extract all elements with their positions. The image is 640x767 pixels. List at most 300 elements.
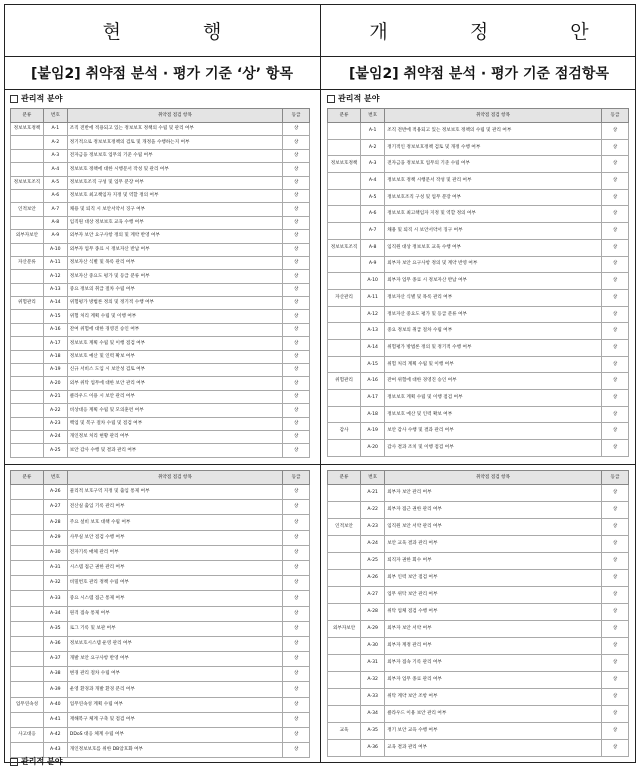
number-cell: A-19 bbox=[43, 364, 67, 377]
number-cell: A-5 bbox=[361, 189, 385, 206]
table-row bbox=[328, 223, 629, 240]
number-cell: A-41 bbox=[43, 712, 67, 727]
category-cell: 사고대응 bbox=[11, 728, 44, 743]
grade-cell: 상 bbox=[283, 697, 310, 712]
table-row bbox=[328, 289, 629, 306]
category-cell bbox=[11, 417, 44, 430]
number-cell: A-21 bbox=[361, 485, 385, 502]
number-cell: A-3 bbox=[361, 156, 385, 173]
number-cell: A-42 bbox=[43, 728, 67, 743]
item-cell: 보안 교육 결과 관리 여부 bbox=[385, 536, 602, 553]
column-divider bbox=[320, 4, 321, 763]
item-cell: 신규 서비스 도입 시 보안성 검토 여부 bbox=[67, 364, 282, 377]
number-cell: A-24 bbox=[43, 430, 67, 443]
item-cell: 위험평가 방법론 정의 및 정기적 수행 여부 bbox=[67, 297, 282, 310]
number-cell: A-28 bbox=[43, 515, 67, 530]
item-cell: 임직원 보안 서약 관리 여부 bbox=[385, 519, 602, 536]
number-cell: A-19 bbox=[361, 423, 385, 440]
item-cell: 정보보호 최고책임자 지정 및 역할 정의 여부 bbox=[67, 189, 282, 202]
table-row bbox=[328, 621, 629, 638]
category-cell bbox=[328, 256, 361, 273]
item-cell: 원격 접속 통제 여부 bbox=[67, 606, 282, 621]
item-cell: 전자기록 매체 관리 여부 bbox=[67, 545, 282, 560]
grade-cell: 상 bbox=[601, 373, 628, 390]
category-cell bbox=[11, 390, 44, 403]
category-cell bbox=[328, 502, 361, 519]
item-cell: 전산실 출입 기록 관리 여부 bbox=[67, 500, 282, 515]
table-row bbox=[11, 652, 310, 667]
number-cell: A-26 bbox=[361, 570, 385, 587]
category-cell bbox=[11, 560, 44, 575]
section-title-text: 관리적 분야 bbox=[338, 94, 380, 103]
item-cell: 정보보호조직 구성 및 업무 분장 여부 bbox=[385, 189, 602, 206]
table-row bbox=[328, 536, 629, 553]
table-row bbox=[11, 606, 310, 621]
number-cell: A-2 bbox=[361, 139, 385, 156]
table-row bbox=[11, 176, 310, 189]
number-cell: A-24 bbox=[361, 536, 385, 553]
category-cell bbox=[328, 139, 361, 156]
table-row bbox=[11, 256, 310, 269]
grade-cell: 상 bbox=[283, 203, 310, 216]
number-cell: A-9 bbox=[361, 256, 385, 273]
table-row bbox=[11, 404, 310, 417]
item-cell: 업무 위탁 보안 관리 여부 bbox=[385, 587, 602, 604]
category-cell bbox=[11, 515, 44, 530]
item-cell: 퇴직자 권한 회수 여부 bbox=[385, 553, 602, 570]
item-cell: 감사 결과 조치 및 이행 점검 여부 bbox=[385, 440, 602, 457]
grade-cell: 상 bbox=[283, 712, 310, 727]
category-cell bbox=[328, 706, 361, 723]
grade-cell: 상 bbox=[283, 404, 310, 417]
table-row bbox=[11, 377, 310, 390]
grade-cell: 상 bbox=[601, 485, 628, 502]
grade-cell: 상 bbox=[283, 576, 310, 591]
number-cell: A-6 bbox=[43, 189, 67, 202]
item-cell: 비상대응 계획 수립 및 모의훈련 여부 bbox=[67, 404, 282, 417]
number-cell: A-23 bbox=[43, 417, 67, 430]
category-cell bbox=[328, 273, 361, 290]
item-cell: 정기적으로 정보보호정책의 검토 및 개정을 수행하는지 여부 bbox=[67, 136, 282, 149]
table-row bbox=[328, 740, 629, 757]
number-cell: A-32 bbox=[43, 576, 67, 591]
table-row bbox=[11, 163, 310, 176]
checkbox-icon bbox=[327, 95, 335, 103]
grade-cell: 상 bbox=[601, 706, 628, 723]
number-cell: A-34 bbox=[361, 706, 385, 723]
number-cell: A-33 bbox=[361, 689, 385, 706]
table-row bbox=[11, 136, 310, 149]
table-row bbox=[328, 440, 629, 457]
item-cell: 위탁 업체 점검 수행 여부 bbox=[385, 604, 602, 621]
grade-cell: 상 bbox=[283, 430, 310, 443]
grade-cell: 상 bbox=[601, 638, 628, 655]
checkbox-icon bbox=[10, 95, 18, 103]
category-cell: 교육 bbox=[328, 723, 361, 740]
category-cell bbox=[328, 604, 361, 621]
category-column-header: 분류 bbox=[328, 109, 361, 123]
grade-cell: 상 bbox=[283, 652, 310, 667]
item-cell: 조직 전반에 적용되고 있는 정보보호 정책의 수립 및 관리 여부 bbox=[385, 123, 602, 140]
table-row bbox=[328, 406, 629, 423]
grade-cell: 상 bbox=[283, 270, 310, 283]
number-cell: A-20 bbox=[43, 377, 67, 390]
category-cell bbox=[328, 587, 361, 604]
table-row bbox=[328, 189, 629, 206]
table-row bbox=[328, 553, 629, 570]
category-cell bbox=[11, 283, 44, 296]
grade-cell: 상 bbox=[283, 636, 310, 651]
category-cell bbox=[11, 500, 44, 515]
current-items-table-bottom bbox=[10, 470, 310, 758]
item-cell: 채용 및 퇴직 시 보안서약서 징구 여부 bbox=[67, 203, 282, 216]
table-row bbox=[328, 139, 629, 156]
category-cell bbox=[11, 270, 44, 283]
item-cell: 정보보호조직 구성 및 업무 분장 여부 bbox=[67, 176, 282, 189]
grade-cell: 상 bbox=[283, 682, 310, 697]
category-cell: 업무연속성 bbox=[11, 697, 44, 712]
number-cell: A-31 bbox=[361, 655, 385, 672]
section-title-text: 관리적 분야 bbox=[21, 757, 63, 766]
table-row bbox=[11, 364, 310, 377]
item-cell: 위험 처리 계획 수립 및 이행 여부 bbox=[67, 310, 282, 323]
grade-cell: 상 bbox=[601, 553, 628, 570]
table-row bbox=[328, 373, 629, 390]
item-cell: 정기적인 정보보호정책 검토 및 개정 수행 여부 bbox=[385, 139, 602, 156]
number-cell: A-6 bbox=[361, 206, 385, 223]
grade-cell: 상 bbox=[283, 530, 310, 545]
category-cell bbox=[11, 163, 44, 176]
number-cell: A-5 bbox=[43, 176, 67, 189]
number-column-header: 번호 bbox=[43, 109, 67, 123]
item-cell: 정보보호 예산 및 인력 확보 여부 bbox=[385, 406, 602, 423]
number-cell: A-4 bbox=[43, 163, 67, 176]
table-row bbox=[328, 519, 629, 536]
page-break-line bbox=[4, 464, 636, 465]
table-row bbox=[11, 444, 310, 457]
grade-cell: 상 bbox=[601, 604, 628, 621]
current-header: 현 행 bbox=[102, 20, 260, 43]
item-cell: 중요 정보의 취급 절차 수립 여부 bbox=[67, 283, 282, 296]
grade-cell: 상 bbox=[283, 377, 310, 390]
item-cell: 정보보호 정책에 대한 시행문서 작성 및 관리 여부 bbox=[67, 163, 282, 176]
number-cell: A-11 bbox=[361, 289, 385, 306]
number-cell: A-23 bbox=[361, 519, 385, 536]
category-cell bbox=[11, 636, 44, 651]
grade-cell: 상 bbox=[601, 339, 628, 356]
table-row bbox=[11, 123, 310, 136]
table-row bbox=[328, 173, 629, 190]
grade-cell: 상 bbox=[283, 123, 310, 136]
grade-cell: 상 bbox=[283, 310, 310, 323]
table-row bbox=[11, 297, 310, 310]
category-cell bbox=[328, 189, 361, 206]
number-cell: A-22 bbox=[43, 404, 67, 417]
grade-cell: 상 bbox=[601, 440, 628, 457]
category-cell bbox=[328, 672, 361, 689]
table-row bbox=[11, 337, 310, 350]
grade-cell: 상 bbox=[601, 672, 628, 689]
table-row bbox=[11, 667, 310, 682]
item-cell: 정보자산 식별 및 목록 관리 여부 bbox=[385, 289, 602, 306]
number-cell: A-16 bbox=[43, 323, 67, 336]
table-row bbox=[11, 417, 310, 430]
grade-cell: 상 bbox=[601, 206, 628, 223]
grade-cell: 상 bbox=[283, 243, 310, 256]
item-cell: 위탁 계약 보안 조항 여부 bbox=[385, 689, 602, 706]
item-cell: 외부 인력 보안 점검 여부 bbox=[385, 570, 602, 587]
number-cell: A-18 bbox=[43, 350, 67, 363]
category-cell bbox=[11, 149, 44, 162]
grade-cell: 상 bbox=[601, 423, 628, 440]
item-cell: 정보보호시스템 운영 관리 여부 bbox=[67, 636, 282, 651]
category-cell bbox=[11, 682, 44, 697]
current-section-title-bottom bbox=[10, 756, 62, 767]
grade-cell: 상 bbox=[601, 223, 628, 240]
number-column-header: 번호 bbox=[43, 471, 67, 485]
category-cell: 자산분류 bbox=[11, 256, 44, 269]
category-cell bbox=[11, 712, 44, 727]
grade-cell: 상 bbox=[283, 667, 310, 682]
category-cell bbox=[11, 430, 44, 443]
table-row bbox=[11, 485, 310, 500]
item-cell: 정보보호 예산 및 인력 확보 여부 bbox=[67, 350, 282, 363]
item-cell: 외부자 보안 관리 여부 bbox=[385, 485, 602, 502]
item-column-header: 취약점 점검 항목 bbox=[67, 109, 282, 123]
number-cell: A-1 bbox=[361, 123, 385, 140]
category-cell bbox=[328, 356, 361, 373]
category-cell bbox=[328, 553, 361, 570]
grade-cell: 상 bbox=[601, 173, 628, 190]
item-cell: 정보보호 정책 시행문서 작성 및 관리 여부 bbox=[385, 173, 602, 190]
item-cell: 정보보호 최고책임자 지정 및 역할 정의 여부 bbox=[385, 206, 602, 223]
table-row bbox=[328, 239, 629, 256]
category-cell bbox=[328, 638, 361, 655]
category-column-header: 분류 bbox=[11, 109, 44, 123]
number-cell: A-3 bbox=[43, 149, 67, 162]
grade-cell: 상 bbox=[601, 239, 628, 256]
table-row bbox=[328, 323, 629, 340]
table-row bbox=[11, 682, 310, 697]
category-cell bbox=[328, 689, 361, 706]
item-cell: 외부자 보안 요구사항 정의 및 계약 반영 여부 bbox=[385, 256, 602, 273]
grade-cell: 상 bbox=[283, 500, 310, 515]
table-row bbox=[11, 530, 310, 545]
table-row bbox=[11, 270, 310, 283]
category-cell bbox=[11, 243, 44, 256]
category-cell bbox=[11, 576, 44, 591]
grade-cell: 상 bbox=[283, 323, 310, 336]
grade-cell: 상 bbox=[601, 570, 628, 587]
item-cell: 정보자산 중요도 평가 및 등급 분류 여부 bbox=[67, 270, 282, 283]
table-row bbox=[328, 570, 629, 587]
table-row bbox=[11, 500, 310, 515]
category-cell bbox=[11, 404, 44, 417]
category-cell bbox=[11, 652, 44, 667]
revised-items-table-top bbox=[327, 108, 629, 457]
table-row bbox=[11, 728, 310, 743]
grade-cell: 상 bbox=[283, 149, 310, 162]
grade-cell: 상 bbox=[283, 728, 310, 743]
number-cell: A-43 bbox=[43, 743, 67, 758]
category-cell: 감사 bbox=[328, 423, 361, 440]
item-cell: 변경 관리 절차 수립 여부 bbox=[67, 667, 282, 682]
grade-cell: 상 bbox=[601, 123, 628, 140]
table-row bbox=[11, 560, 310, 575]
item-cell: 잔여 위험에 대한 경영진 승인 여부 bbox=[385, 373, 602, 390]
item-cell: 비밀번호 관리 정책 수립 여부 bbox=[67, 576, 282, 591]
grade-cell: 상 bbox=[283, 485, 310, 500]
number-cell: A-14 bbox=[361, 339, 385, 356]
grade-cell: 상 bbox=[283, 256, 310, 269]
number-cell: A-31 bbox=[43, 560, 67, 575]
grade-cell: 상 bbox=[283, 417, 310, 430]
table-row bbox=[11, 230, 310, 243]
number-cell: A-29 bbox=[361, 621, 385, 638]
number-cell: A-4 bbox=[361, 173, 385, 190]
category-cell bbox=[328, 223, 361, 240]
table-row bbox=[11, 189, 310, 202]
category-cell bbox=[11, 667, 44, 682]
grade-column-header: 등급 bbox=[601, 109, 628, 123]
item-cell: 위험평가 방법론 정의 및 정기적 수행 여부 bbox=[385, 339, 602, 356]
grade-cell: 상 bbox=[601, 723, 628, 740]
category-cell: 위험관리 bbox=[11, 297, 44, 310]
grade-cell: 상 bbox=[283, 297, 310, 310]
category-cell bbox=[11, 216, 44, 229]
table-row bbox=[328, 256, 629, 273]
number-cell: A-20 bbox=[361, 440, 385, 457]
grade-cell: 상 bbox=[601, 273, 628, 290]
table-row bbox=[11, 545, 310, 560]
table-row bbox=[328, 485, 629, 502]
item-cell: 임직원 대상 정보보호 교육 수행 여부 bbox=[67, 216, 282, 229]
table-row bbox=[328, 655, 629, 672]
table-row bbox=[11, 430, 310, 443]
grade-cell: 상 bbox=[283, 337, 310, 350]
table-row bbox=[328, 339, 629, 356]
category-cell bbox=[328, 655, 361, 672]
grade-cell: 상 bbox=[283, 591, 310, 606]
table-row bbox=[328, 356, 629, 373]
number-cell: A-10 bbox=[361, 273, 385, 290]
number-cell: A-33 bbox=[43, 591, 67, 606]
number-cell: A-35 bbox=[361, 723, 385, 740]
grade-cell: 상 bbox=[283, 189, 310, 202]
category-cell bbox=[11, 136, 44, 149]
table-row bbox=[11, 390, 310, 403]
number-cell: A-17 bbox=[43, 337, 67, 350]
table-row bbox=[11, 243, 310, 256]
grade-column-header: 등급 bbox=[601, 471, 628, 485]
grade-cell: 상 bbox=[601, 740, 628, 757]
category-cell bbox=[11, 530, 44, 545]
grade-cell: 상 bbox=[601, 406, 628, 423]
item-cell: 교육 결과 관리 여부 bbox=[385, 740, 602, 757]
table-row bbox=[11, 697, 310, 712]
category-cell: 인적보안 bbox=[11, 203, 44, 216]
item-cell: 클라우드 이용 시 보안 관리 여부 bbox=[67, 390, 282, 403]
category-cell: 위험관리 bbox=[328, 373, 361, 390]
category-cell bbox=[328, 339, 361, 356]
number-cell: A-2 bbox=[43, 136, 67, 149]
item-cell: 전자금융 정보보호 업무의 기준 수립 여부 bbox=[67, 149, 282, 162]
item-cell: 외부자 보안 요구사항 정의 및 계약 반영 여부 bbox=[67, 230, 282, 243]
category-cell: 자산관리 bbox=[328, 289, 361, 306]
item-cell: 채용 및 퇴직 시 보안서약서 징구 여부 bbox=[385, 223, 602, 240]
item-cell: 사무실 보안 점검 수행 여부 bbox=[67, 530, 282, 545]
number-cell: A-18 bbox=[361, 406, 385, 423]
revised-section-title bbox=[327, 93, 379, 104]
category-cell bbox=[11, 545, 44, 560]
checkbox-icon bbox=[10, 758, 18, 766]
item-cell: 정보자산 식별 및 목록 관리 여부 bbox=[67, 256, 282, 269]
grade-column-header: 등급 bbox=[283, 471, 310, 485]
item-cell: 재해복구 체계 구축 및 점검 여부 bbox=[67, 712, 282, 727]
category-cell bbox=[328, 390, 361, 407]
item-cell: 정보보호 계획 수립 및 이행 점검 여부 bbox=[67, 337, 282, 350]
category-cell: 인적보안 bbox=[328, 519, 361, 536]
number-cell: A-34 bbox=[43, 606, 67, 621]
table-row bbox=[328, 206, 629, 223]
item-cell: 백업 및 복구 절차 수립 및 점검 여부 bbox=[67, 417, 282, 430]
grade-cell: 상 bbox=[283, 176, 310, 189]
number-cell: A-14 bbox=[43, 297, 67, 310]
table-row bbox=[11, 283, 310, 296]
item-cell: 잔여 위험에 대한 경영진 승인 여부 bbox=[67, 323, 282, 336]
number-cell: A-30 bbox=[361, 638, 385, 655]
grade-cell: 상 bbox=[283, 163, 310, 176]
number-column-header: 번호 bbox=[361, 109, 385, 123]
item-cell: 시스템 접근 권한 관리 여부 bbox=[67, 560, 282, 575]
number-cell: A-17 bbox=[361, 390, 385, 407]
grade-cell: 상 bbox=[283, 621, 310, 636]
grade-cell: 상 bbox=[283, 216, 310, 229]
item-column-header: 취약점 점검 항목 bbox=[385, 109, 602, 123]
number-cell: A-40 bbox=[43, 697, 67, 712]
table-row bbox=[328, 723, 629, 740]
item-cell: 외부자 보안 서약 여부 bbox=[385, 621, 602, 638]
grade-cell: 상 bbox=[283, 743, 310, 758]
table-row bbox=[328, 423, 629, 440]
item-cell: 정기 보안 교육 수행 여부 bbox=[385, 723, 602, 740]
number-cell: A-12 bbox=[43, 270, 67, 283]
category-cell bbox=[328, 440, 361, 457]
item-cell: 조직 전반에 적용되고 있는 정보보호 정책의 수립 및 관리 여부 bbox=[67, 123, 282, 136]
revised-header: 개 정 안 bbox=[369, 20, 627, 43]
number-cell: A-9 bbox=[43, 230, 67, 243]
category-cell bbox=[11, 444, 44, 457]
table-row bbox=[11, 350, 310, 363]
category-cell bbox=[328, 406, 361, 423]
grade-cell: 상 bbox=[601, 256, 628, 273]
category-cell bbox=[328, 740, 361, 757]
category-cell bbox=[11, 591, 44, 606]
grade-cell: 상 bbox=[601, 139, 628, 156]
category-cell bbox=[328, 485, 361, 502]
item-cell: 외부자 계정 관리 여부 bbox=[385, 638, 602, 655]
item-cell: 위험 처리 계획 수립 및 이행 여부 bbox=[385, 356, 602, 373]
grade-cell: 상 bbox=[601, 655, 628, 672]
current-items-table-top bbox=[10, 108, 310, 458]
table-row bbox=[11, 576, 310, 591]
item-cell: 업무연속성 계획 수립 여부 bbox=[67, 697, 282, 712]
category-cell: 정보보호조직 bbox=[328, 239, 361, 256]
grade-cell: 상 bbox=[601, 621, 628, 638]
grade-cell: 상 bbox=[601, 587, 628, 604]
number-cell: A-36 bbox=[361, 740, 385, 757]
grade-cell: 상 bbox=[283, 606, 310, 621]
